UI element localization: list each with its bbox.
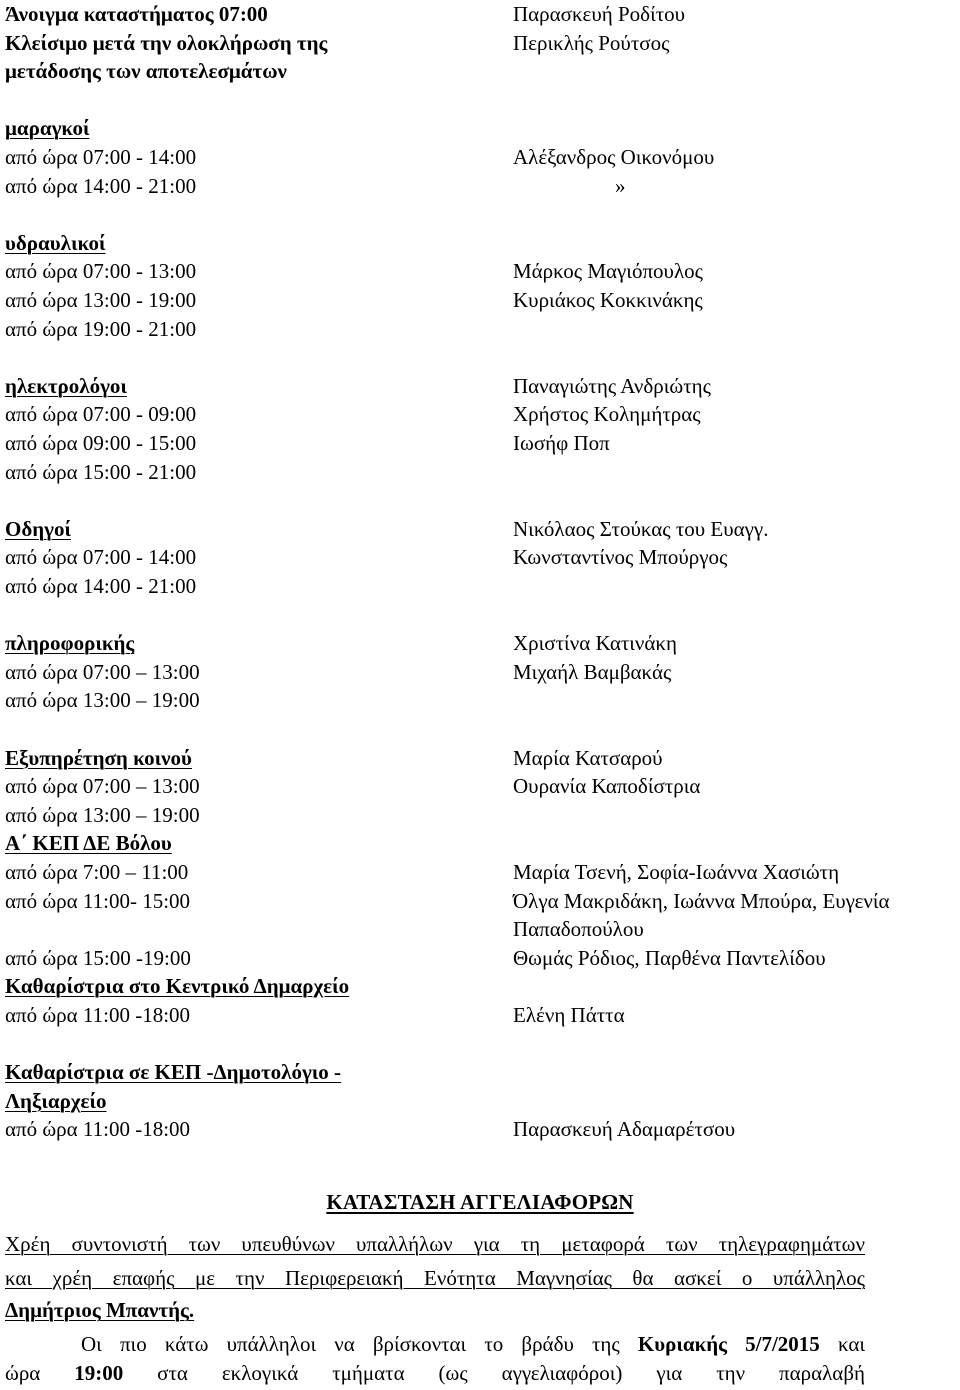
schedule-row (5, 944, 960, 973)
staff-names: Αλέξανδρος Οικονόμου (513, 145, 715, 169)
section-heading: πληροφορικής (5, 631, 135, 656)
schedule-row (5, 29, 960, 58)
time-slot: από ώρα 15:00 -19:00 (5, 945, 191, 970)
instruction-line-2 (5, 1359, 865, 1388)
instruction-time: 19:00 (74, 1361, 124, 1385)
staff-names: Ουρανία Καποδίστρια (513, 774, 701, 799)
section-heading: Εξυπηρέτηση κοινού (5, 745, 192, 770)
schedule-row (5, 772, 960, 801)
schedule-row (5, 257, 960, 286)
section-heading: υδραυλικοί (5, 230, 106, 255)
schedule-row (5, 486, 960, 515)
time-slot: Κλείσιμο μετά την ολοκλήρωση της (5, 30, 328, 55)
staff-names: Παρασκευή Αδαμαρέτσου (513, 1117, 736, 1142)
staff-names: Κυριάκος Κοκκινάκης (513, 288, 703, 312)
time-slot: από ώρα 13:00 – 19:00 (5, 688, 200, 713)
schedule-row (5, 400, 960, 429)
schedule-row (5, 515, 960, 544)
schedule-row (5, 1087, 960, 1116)
schedule-row (5, 315, 960, 344)
time-slot: από ώρα 07:00 – 13:00 (5, 659, 200, 684)
schedule-row (5, 1001, 960, 1030)
schedule-row (5, 658, 960, 687)
staff-names: Όλγα Μακριδάκη, Ιωάννα Μπούρα, Ευγενία (513, 888, 890, 913)
section-heading: Α΄ ΚΕΠ ΔΕ Βόλου (5, 831, 172, 856)
time-slot: από ώρα 11:00- 15:00 (5, 888, 191, 913)
schedule-row (5, 858, 960, 887)
staff-names: Ιωσήφ Ποπ (513, 431, 610, 455)
time-slot: από ώρα 11:00 -18:00 (5, 1003, 191, 1027)
instruction-date: Κυριακής 5/7/2015 (637, 1332, 820, 1356)
staff-names: Παπαδοπούλου (513, 917, 644, 942)
section-heading: Καθαρίστρια στο Κεντρικό Δημαρχείο (5, 974, 350, 999)
schedule-row (5, 200, 960, 229)
schedule-row (5, 887, 960, 916)
staff-names: Ελένη Πάττα (513, 1003, 625, 1027)
instruction-text: στα εκλογικά τμήματα (ως αγγελιαφόροι) για την παραλαβή (123, 1361, 865, 1385)
section-heading: Καθαρίστρια σε ΚΕΠ -Δημοτολόγιο - (5, 1060, 342, 1085)
section-heading: Ληξιαρχείο (5, 1088, 107, 1113)
staff-names: Μάρκος Μαγιόπουλος (513, 259, 703, 284)
section-heading: μαραγκοί (5, 116, 90, 141)
schedule-row (5, 172, 960, 201)
schedule-row (5, 601, 960, 630)
staff-names: Θωμάς Ρόδιος, Παρθένα Παντελίδου (513, 945, 826, 970)
coordinator-line-1: Χρέη συντονιστή των υπευθύνων υπαλλήλων για τη μεταφορά των τηλεγραφημάτων (5, 1232, 865, 1256)
time-slot: από ώρα 07:00 - 13:00 (5, 259, 197, 284)
schedule-row (5, 372, 960, 401)
schedule-row (5, 972, 960, 1001)
schedule-row (5, 458, 960, 487)
schedule-row (5, 343, 960, 372)
time-slot: από ώρα 07:00 - 14:00 (5, 145, 197, 169)
section-heading: Οδηγοί (5, 516, 71, 541)
coordinator-name: Δημήτριος Μπαντής. (5, 1298, 195, 1322)
time-slot: από ώρα 07:00 - 09:00 (5, 402, 197, 427)
schedule-row (5, 572, 960, 601)
staff-names: Μαρία Τσενή, Σοφία-Ιωάννα Χασιώτη (513, 860, 840, 884)
section-heading: ηλεκτρολόγοι (5, 373, 127, 398)
schedule-row (5, 543, 960, 572)
instruction-line-1 (5, 1330, 865, 1359)
staff-names: » (615, 173, 626, 198)
time-slot: από ώρα 14:00 - 21:00 (5, 574, 197, 598)
instruction-text: και (819, 1332, 865, 1356)
schedule-row (5, 143, 960, 172)
time-slot: από ώρα 13:00 - 19:00 (5, 288, 197, 312)
time-slot: από ώρα 11:00 -18:00 (5, 1117, 191, 1142)
time-slot: από ώρα 7:00 – 11:00 (5, 860, 189, 884)
staff-names: Παναγιώτης Ανδριώτης (513, 373, 711, 398)
schedule-row (5, 0, 960, 29)
messengers-heading (0, 1188, 960, 1216)
schedule-row (5, 744, 960, 773)
schedule-row (5, 1058, 960, 1087)
staff-names: Περικλής Ρούτσος (513, 30, 670, 55)
staff-names: Χριστίνα Κατινάκη (513, 631, 677, 656)
schedule-row (5, 229, 960, 258)
time-slot: από ώρα 15:00 - 21:00 (5, 459, 197, 484)
schedule-row (5, 629, 960, 658)
coordinator-line-2: και χρέη επαφής με την Περιφερειακή Ενότητα Μαγνησίας θα ασκεί ο υπάλληλος (5, 1266, 865, 1290)
schedule-row (5, 715, 960, 744)
schedule-row (5, 429, 960, 458)
schedule-row (5, 1030, 960, 1059)
time-slot: από ώρα 07:00 – 13:00 (5, 774, 200, 799)
staff-names: Νικόλαος Στούκας του Ευαγγ. (513, 516, 769, 541)
schedule-row (5, 801, 960, 830)
staff-names: Μαρία Κατσαρού (513, 745, 663, 770)
time-slot: από ώρα 14:00 - 21:00 (5, 173, 197, 198)
staff-names: Παρασκευή Ροδίτου (513, 2, 686, 26)
instruction-text: Οι πιο κάτω υπάλληλοι να βρίσκονται το βράδυ της (81, 1332, 638, 1356)
messengers-heading-text: ΚΑΤΑΣΤΑΣΗ ΑΓΓΕΛΙΑΦΟΡΩΝ (326, 1190, 634, 1214)
schedule-row (5, 57, 960, 86)
instruction-text: ώρα (5, 1361, 75, 1385)
schedule-row (5, 915, 960, 944)
staff-names: Κωνσταντίνος Μπούργος (513, 545, 728, 570)
time-slot: Άνοιγμα καταστήματος 07:00 (5, 2, 268, 26)
schedule-row (5, 1115, 960, 1144)
staff-names: Μιχαήλ Βαμβακάς (513, 659, 672, 684)
time-slot: από ώρα 19:00 - 21:00 (5, 316, 197, 341)
time-slot: από ώρα 13:00 – 19:00 (5, 802, 200, 827)
time-slot: μετάδοσης των αποτελεσμάτων (5, 59, 287, 84)
schedule-row (5, 686, 960, 715)
staff-names: Χρήστος Κολημήτρας (513, 402, 701, 427)
schedule-row (5, 86, 960, 115)
schedule-row (5, 114, 960, 143)
time-slot: από ώρα 07:00 - 14:00 (5, 545, 197, 570)
time-slot: από ώρα 09:00 - 15:00 (5, 431, 197, 455)
schedule-row (5, 286, 960, 315)
schedule-row (5, 829, 960, 858)
